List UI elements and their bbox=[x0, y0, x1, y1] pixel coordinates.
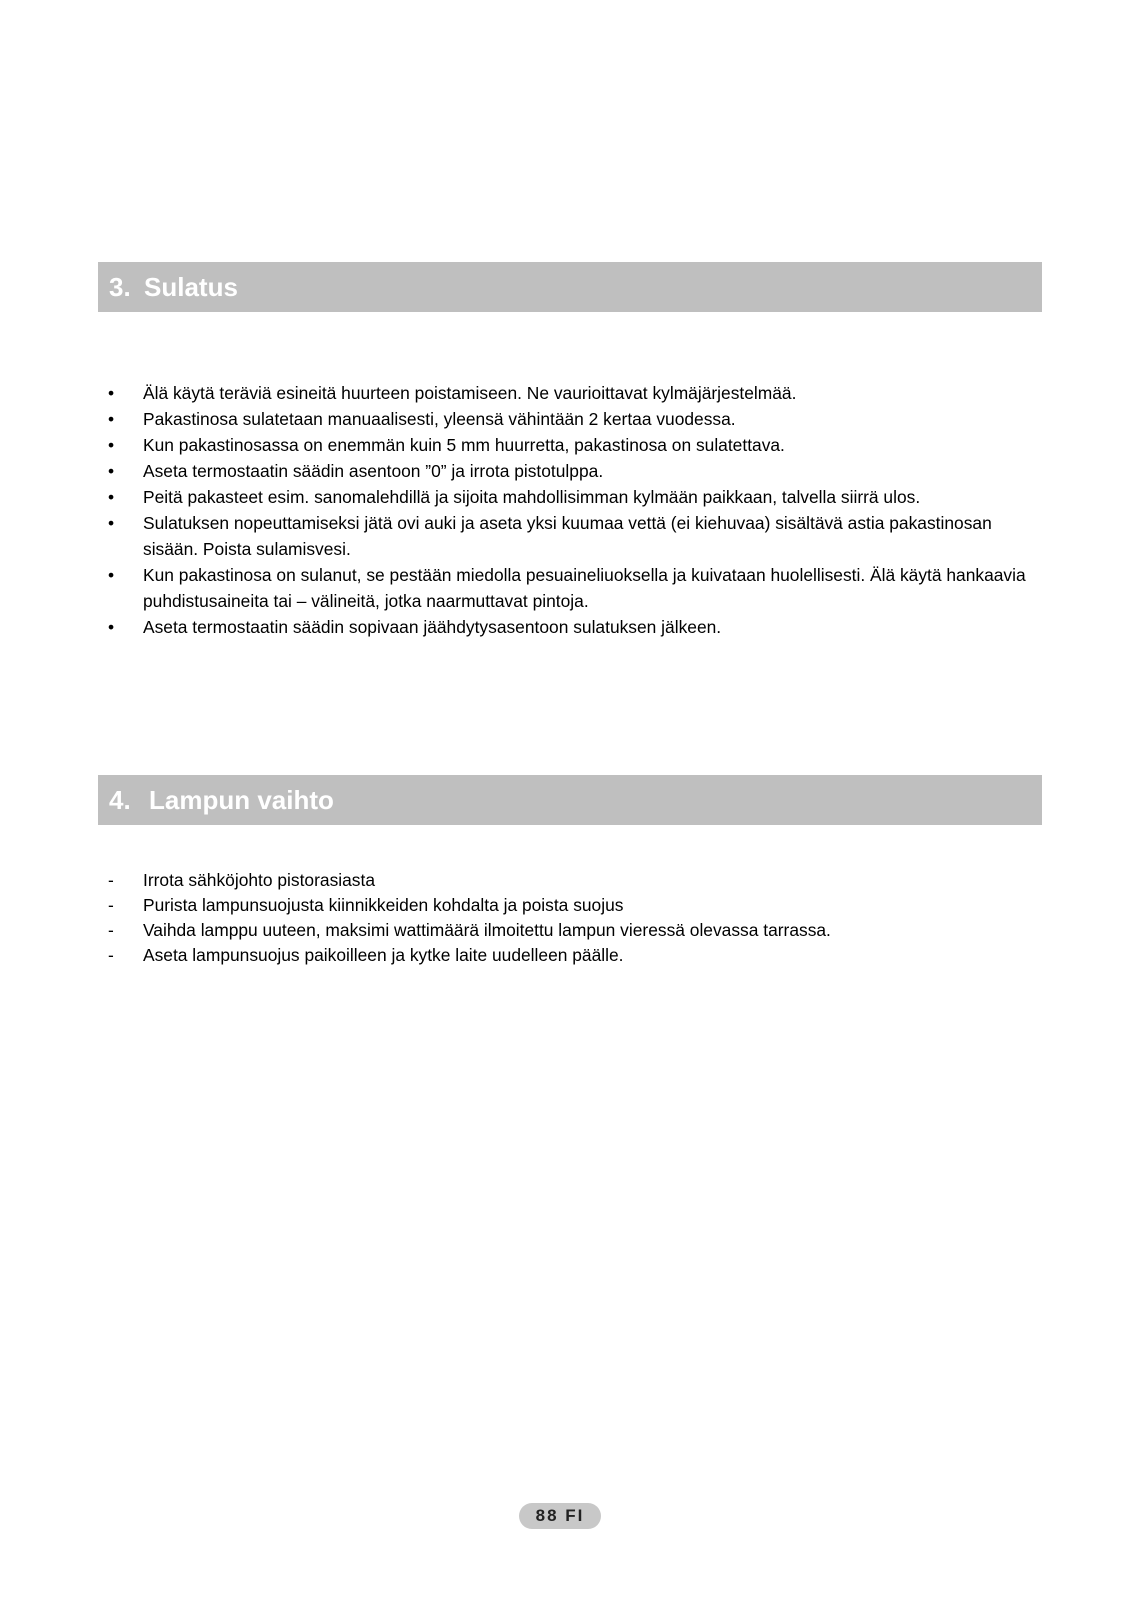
bullet-marker: • bbox=[108, 461, 115, 481]
list-item-text: Aseta termostaatin säädin asentoon ”0” ja irrota pistotulppa. bbox=[143, 461, 604, 481]
list-item bbox=[104, 893, 1034, 918]
dash-marker: - bbox=[108, 945, 114, 965]
list-item bbox=[104, 510, 1034, 562]
section-header-lampun-vaihto bbox=[98, 775, 1042, 825]
list-item bbox=[104, 868, 1034, 893]
lamp-replacement-list bbox=[104, 868, 1034, 968]
list-item bbox=[104, 406, 1034, 432]
list-item-text: Purista lampunsuojusta kiinnikkeiden kohdalta ja poista suojus bbox=[143, 895, 624, 915]
list-item bbox=[104, 484, 1034, 510]
bullet-marker: • bbox=[108, 435, 115, 455]
page-number-badge: 88 FI bbox=[519, 1503, 601, 1529]
list-item-text: Pakastinosa sulatetaan manuaalisesti, yleensä vähintään 2 kertaa vuodessa. bbox=[143, 409, 736, 429]
list-item bbox=[104, 918, 1034, 943]
list-item bbox=[104, 614, 1034, 640]
list-item-text: Aseta lampunsuojus paikoilleen ja kytke laite uudelleen päälle. bbox=[143, 945, 624, 965]
list-item-text: Älä käytä teräviä esineitä huurteen poistamiseen. Ne vaurioittavat kylmäjärjestelmää. bbox=[143, 383, 797, 403]
section-header-sulatus bbox=[98, 262, 1042, 312]
list-item-text: Peitä pakasteet esim. sanomalehdillä ja sijoita mahdollisimman kylmään paikkaan, talvella siirrä ulos. bbox=[143, 487, 921, 507]
list-item-text: Kun pakastinosassa on enemmän kuin 5 mm huurretta, pakastinosa on sulatettava. bbox=[143, 435, 785, 455]
list-item-text: Aseta termostaatin säädin sopivaan jäähdytysasentoon sulatuksen jälkeen. bbox=[143, 617, 722, 637]
dash-marker: - bbox=[108, 895, 114, 915]
bullet-marker: • bbox=[108, 409, 115, 429]
list-item bbox=[104, 432, 1034, 458]
list-item-text: Irrota sähköjohto pistorasiasta bbox=[143, 870, 375, 890]
list-item bbox=[104, 458, 1034, 484]
dash-marker: - bbox=[108, 870, 114, 890]
section-title: Lampun vaihto bbox=[149, 785, 334, 815]
bullet-marker: • bbox=[108, 513, 115, 533]
bullet-marker: • bbox=[108, 487, 115, 507]
list-item-text: Vaihda lamppu uuteen, maksimi wattimäärä ilmoitettu lampun vieressä olevassa tarrassa. bbox=[143, 920, 831, 940]
list-item bbox=[104, 562, 1034, 614]
bullet-marker: • bbox=[108, 565, 115, 585]
bullet-marker: • bbox=[108, 617, 115, 637]
list-item-text: Sulatuksen nopeuttamiseksi jätä ovi auki ja aseta yksi kuumaa vettä (ei kiehuvaa) sisältävä astia pakastinosan sisään. Poista sulamisvesi. bbox=[143, 513, 992, 559]
list-item bbox=[104, 943, 1034, 968]
defrost-instructions-list bbox=[104, 380, 1034, 640]
dash-marker: - bbox=[108, 920, 114, 940]
section-number: 3. bbox=[109, 272, 131, 302]
list-item-text: Kun pakastinosa on sulanut, se pestään miedolla pesuaineliuoksella ja kuivataan huolellisesti. Älä käytä hankaavia puhdistusaineita tai – välineitä, jotka naarmuttavat pintoja. bbox=[143, 565, 1026, 611]
list-item bbox=[104, 380, 1034, 406]
bullet-marker: • bbox=[108, 383, 115, 403]
section-title: Sulatus bbox=[144, 272, 238, 302]
section-number: 4. bbox=[109, 785, 131, 815]
